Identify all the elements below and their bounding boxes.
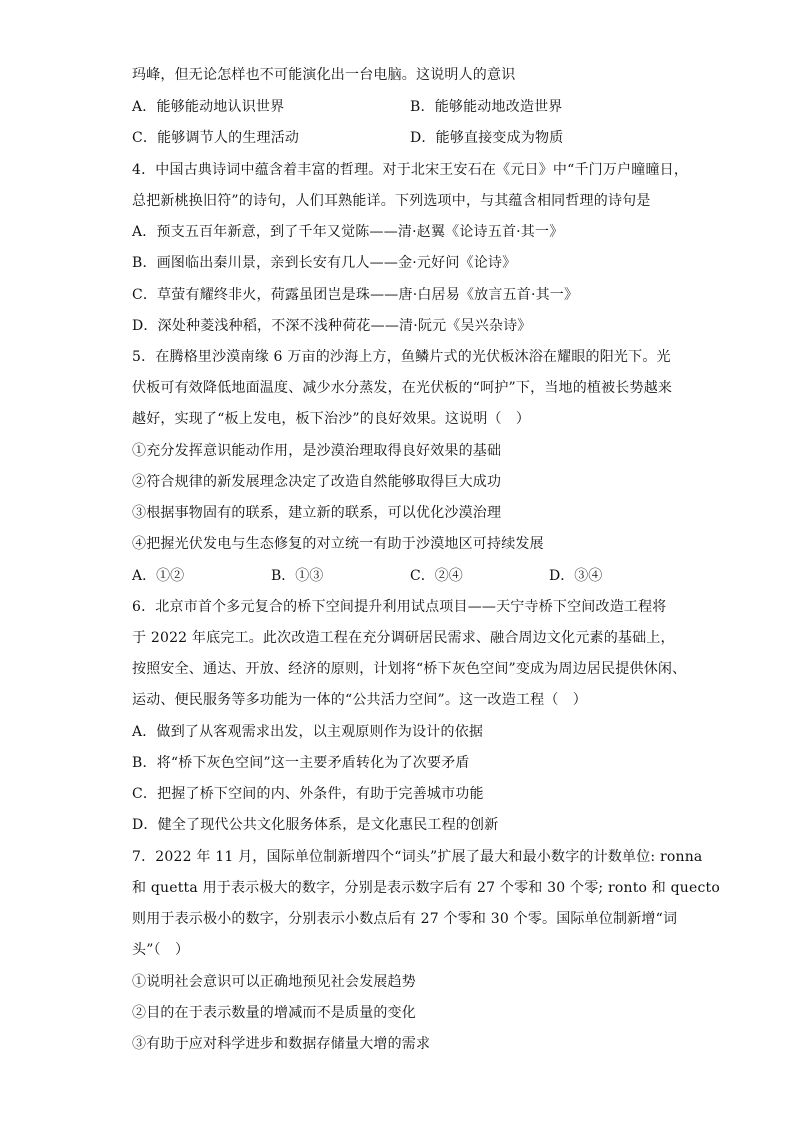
q7-statement-2: ②目的在于表示数量的增减而不是质量的变化 bbox=[132, 1005, 416, 1021]
q5-stem-1: 5．在腾格里沙漠南缘 6 万亩的沙海上方，鱼鳞片式的光伏板沐浴在耀眼的阳光下。光 bbox=[132, 349, 671, 365]
q7-statement-1: ①说明社会意识可以正确地预见社会发展趋势 bbox=[132, 974, 416, 990]
q5-statement-2: ②符合规律的新发展理念决定了改造自然能够取得巨大成功 bbox=[132, 474, 502, 490]
q6-option-c: C．把握了桥下空间的内、外条件，有助于完善城市功能 bbox=[132, 786, 484, 802]
q5-option-d: D．③④ bbox=[549, 568, 603, 584]
q6-stem-4: 运动、便民服务等多功能为一体的“公共活力空间”。这一改造工程（ ） bbox=[132, 692, 587, 708]
q7-statement-3: ③有助于应对科学进步和数据存储量大增的需求 bbox=[132, 1036, 431, 1052]
q5-option-c: C．②④ bbox=[410, 568, 463, 584]
q3-option-b: B．能够能动地改造世界 bbox=[410, 99, 563, 115]
q4-stem-2: 总把新桃换旧符”的诗句，人们耳熟能详。下列选项中，与其蕴含相同哲理的诗句是 bbox=[132, 193, 651, 209]
q4-option-d: D．深处种菱浅种稻，不深不浅种荷花——清·阮元《吴兴杂诗》 bbox=[132, 318, 532, 334]
q6-option-d: D．健全了现代公共文化服务体系，是文化惠民工程的创新 bbox=[132, 817, 499, 833]
q6-stem-3: 按照安全、通达、开放、经济的原则，计划将“桥下灰色空间”变成为周边居民提供休闲、 bbox=[132, 661, 687, 677]
q7-stem-1: 7．2022 年 11 月，国际单位制新增四个“词头”扩展了最大和最小数字的计数单位: ronna bbox=[132, 849, 703, 865]
q5-option-a: A．①② bbox=[132, 568, 185, 584]
q7-stem-2: 和 quetta 用于表示极大的数字，分别是表示数字后有 27 个零和 30 个零; ronto 和 quecto bbox=[132, 880, 721, 896]
q6-option-a: A．做到了从客观需求出发，以主观原则作为设计的依据 bbox=[132, 724, 484, 740]
q3-stem-tail: 玛峰，但无论怎样也不可能演化出一台电脑。这说明人的意识 bbox=[132, 67, 516, 83]
q5-statement-4: ④把握光伏发电与生态修复的对立统一有助于沙漠地区可持续发展 bbox=[132, 536, 544, 552]
q6-option-b: B．将“桥下灰色空间”这一主要矛盾转化为了次要矛盾 bbox=[132, 755, 470, 771]
q6-stem-1: 6．北京市首个多元复合的桥下空间提升利用试点项目——天宁寺桥下空间改造工程将 bbox=[132, 599, 667, 615]
q3-option-c: C．能够调节人的生理活动 bbox=[132, 130, 300, 146]
q7-stem-4: 头”（ ） bbox=[132, 942, 190, 958]
q4-option-a: A．预支五百年新意，到了千年又觉陈——清·赵翼《论诗五首·其一》 bbox=[132, 224, 564, 240]
q4-stem-1: 4．中国古典诗词中蕴含着丰富的哲理。对于北宋王安石在《元日》中“千门万户曈曈日， bbox=[132, 162, 689, 178]
q5-statement-3: ③根据事物固有的联系，建立新的联系，可以优化沙漠治理 bbox=[132, 505, 502, 521]
q5-stem-2: 伏板可有效降低地面温度、减少水分蒸发，在光伏板的“呵护”下，当地的植被长势越来 bbox=[132, 380, 673, 396]
q5-statement-1: ①充分发挥意识能动作用，是沙漠治理取得良好效果的基础 bbox=[132, 443, 502, 459]
q4-option-b: B．画图临出秦川景，亲到长安有几人——金·元好问《论诗》 bbox=[132, 255, 517, 271]
q5-option-b: B．①③ bbox=[271, 568, 324, 584]
q7-stem-3: 则用于表示极小的数字，分别表示小数点后有 27 个零和 30 个零。国际单位制新增“词 bbox=[132, 911, 678, 927]
q6-stem-2: 于 2022 年底完工。此次改造工程在充分调研居民需求、融合周边文化元素的基础上， bbox=[132, 630, 675, 646]
q5-stem-3: 越好，实现了“板上发电，板下治沙”的良好效果。这说明（ ） bbox=[132, 411, 531, 427]
q3-option-a: A．能够能动地认识世界 bbox=[132, 99, 285, 115]
q3-option-d: D．能够直接变成为物质 bbox=[410, 130, 564, 146]
q4-option-c: C．草萤有耀终非火，荷露虽团岂是珠——唐·白居易《放言五首·其一》 bbox=[132, 287, 579, 303]
